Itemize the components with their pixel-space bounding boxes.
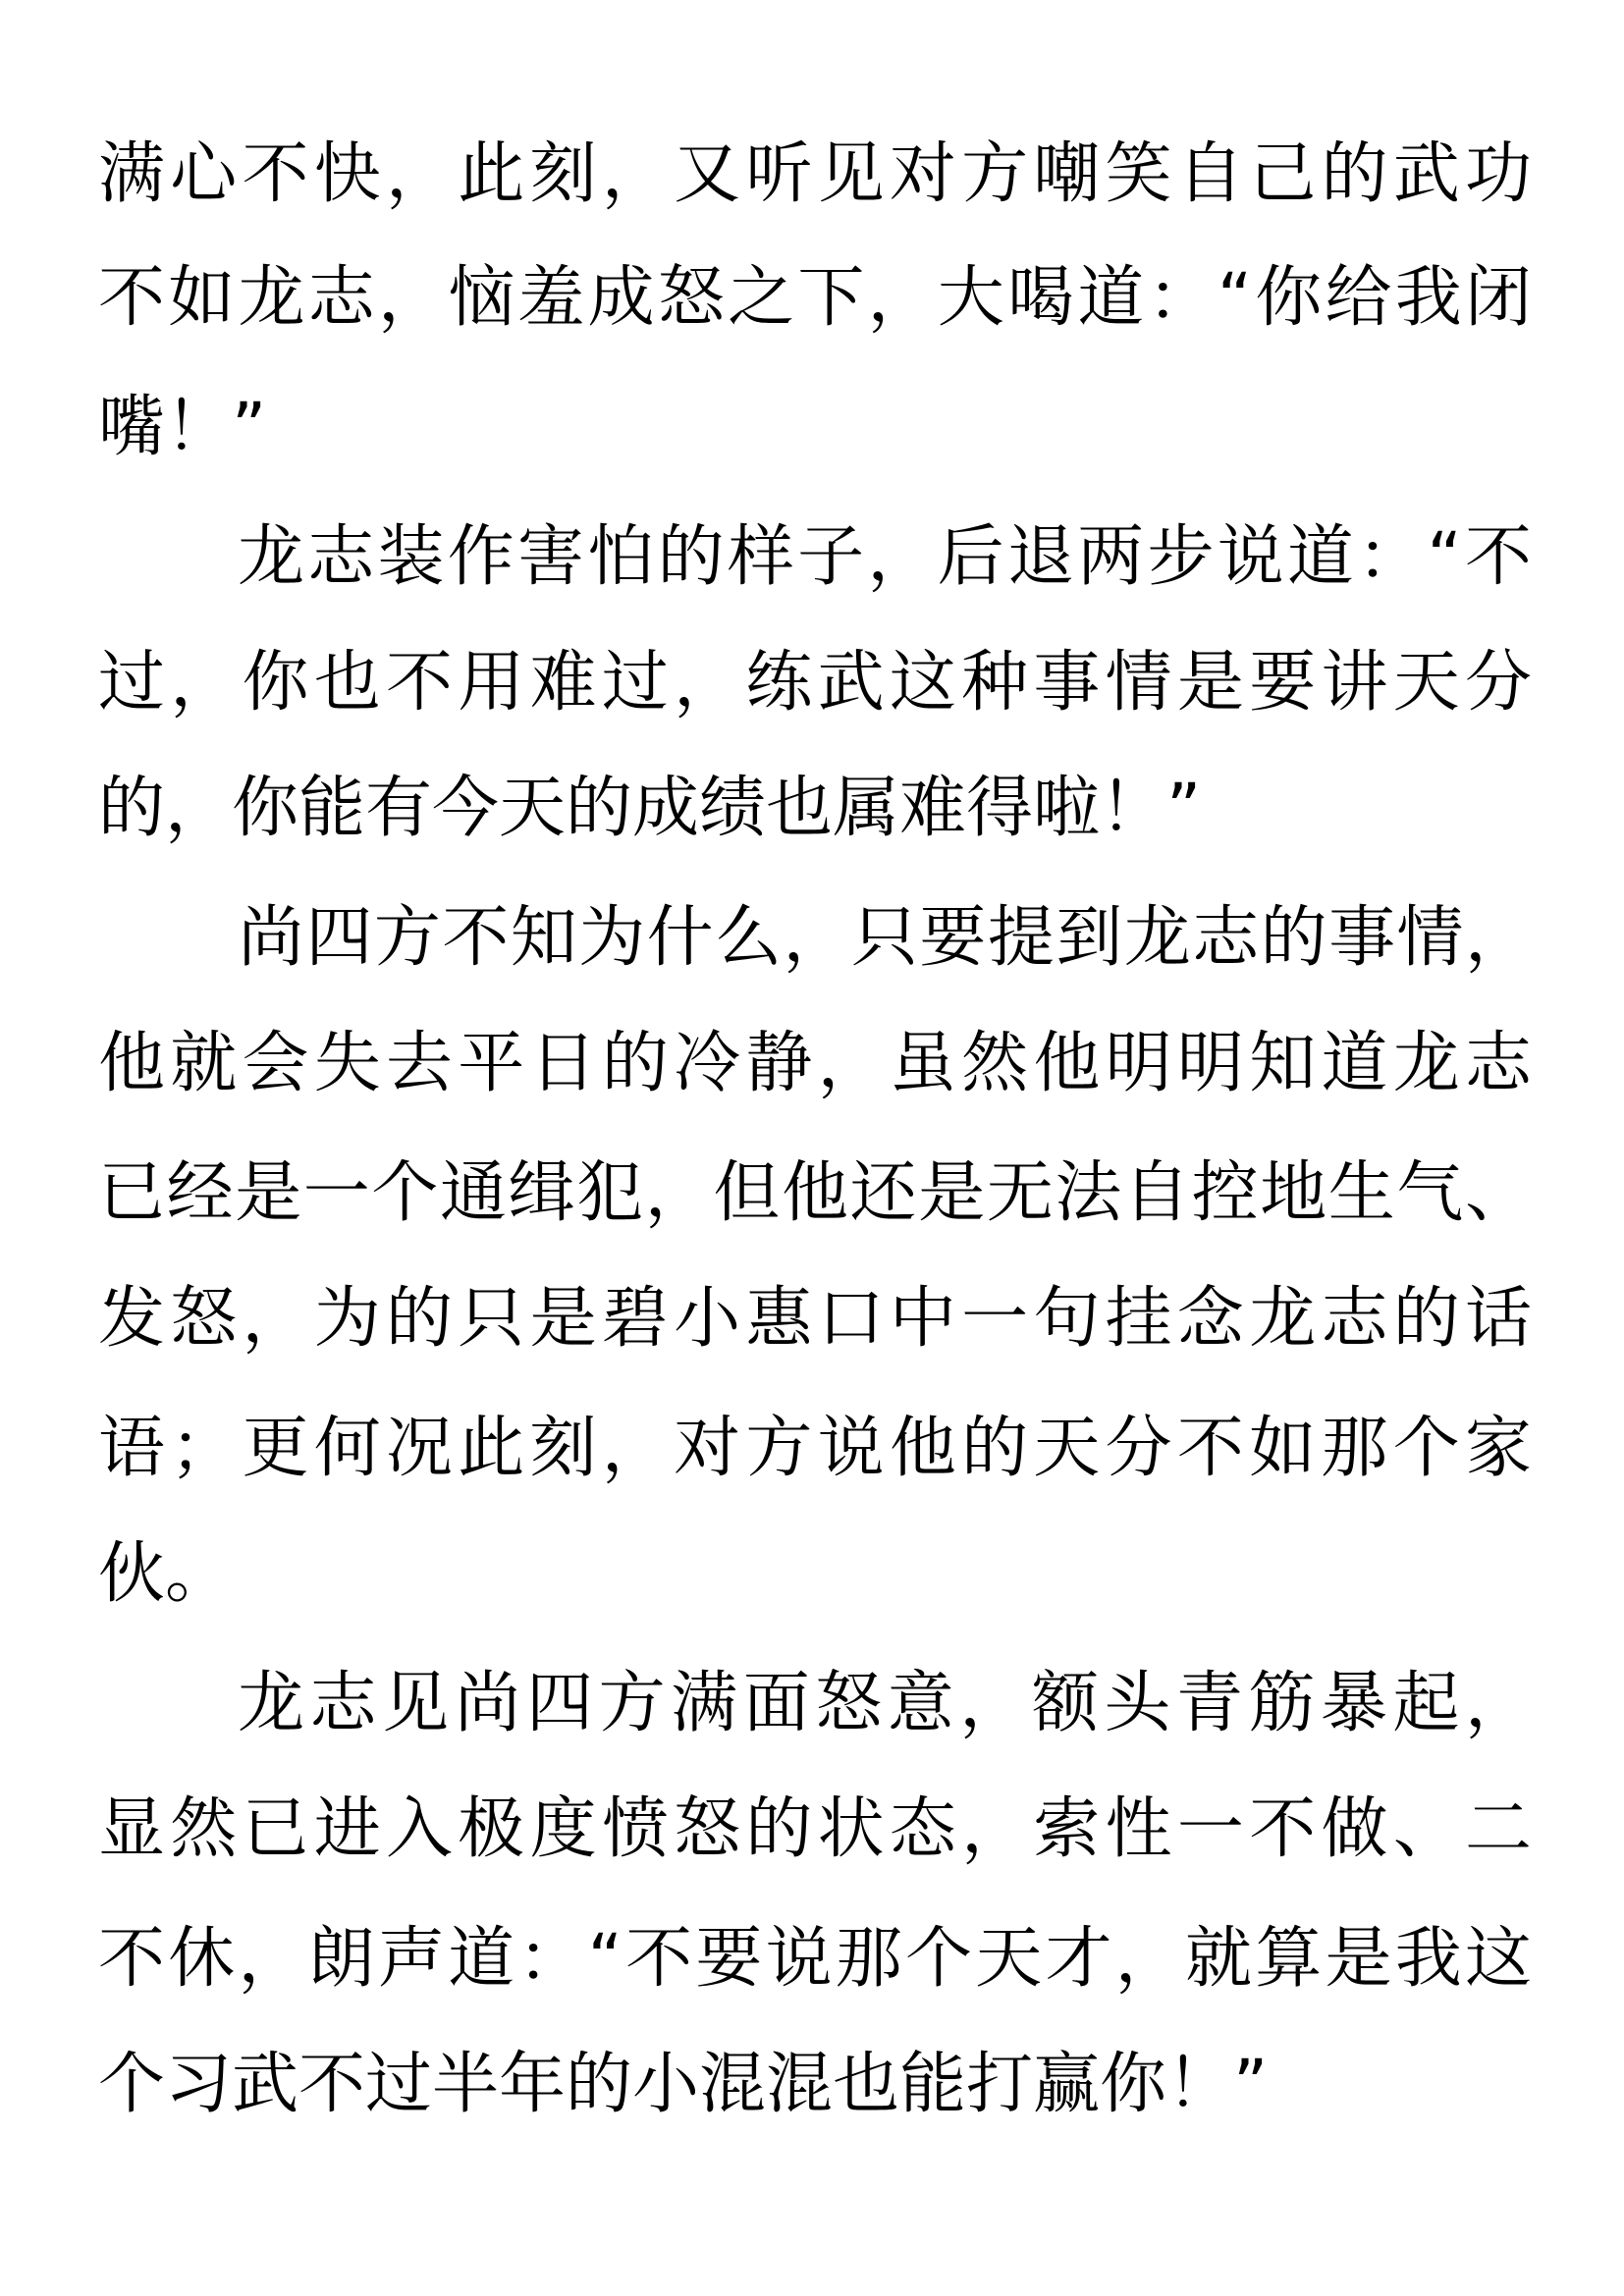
text-line: 不如龙志，恼羞成怒之下，大喝道：“你给我闭 (98, 259, 1532, 337)
text-line: 龙志装作害怕的样子，后退两步说道：“不 (238, 518, 1532, 596)
text-line: 他就会失去平日的冷静，虽然他明明知道龙志 (98, 1025, 1532, 1102)
text-line: 嘴！” (98, 389, 267, 466)
text-line: 过，你也不用难过，练武这种事情是要讲天分 (98, 644, 1532, 721)
text-line: 满心不快，此刻，又听见对方嘲笑自己的武功 (98, 135, 1532, 213)
text-line: 不休，朗声道：“不要说那个天才，就算是我这 (98, 1920, 1532, 1998)
text-line: 发怒，为的只是碧小惠口中一句挂念龙志的话 (98, 1280, 1532, 1358)
text-line: 伙。 (98, 1535, 233, 1613)
text-line: 龙志见尚四方满面怒意，额头青筋暴起， (238, 1665, 1532, 1742)
text-line: 的，你能有今天的成绩也属难得啦！” (98, 770, 1202, 847)
text-line: 显然已进入极度愤怒的状态，索性一不做、二 (98, 1790, 1532, 1868)
text-line: 已经是一个通缉犯，但他还是无法自控地生气、 (98, 1154, 1532, 1232)
text-line: 个习武不过半年的小混混也能打赢你！” (98, 2046, 1269, 2123)
text-line: 尚四方不知为什么，只要提到龙志的事情， (238, 899, 1532, 977)
text-line: 语；更何况此刻，对方说他的天分不如那个家 (98, 1410, 1532, 1487)
